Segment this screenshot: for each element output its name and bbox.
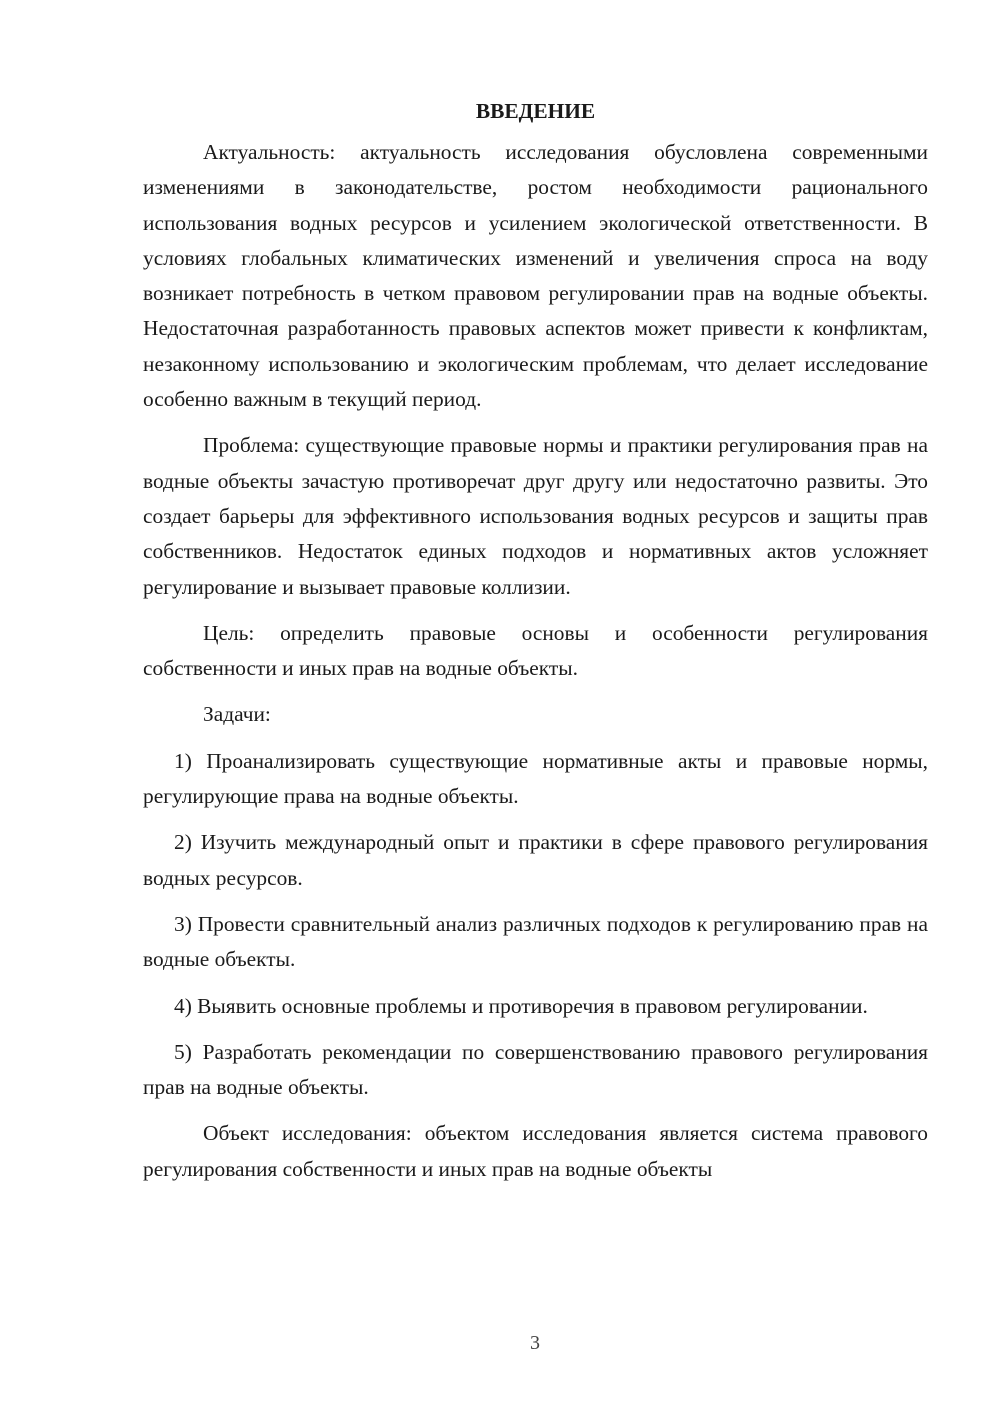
task-item: 2) Изучить международный опыт и практики в сфере правового регулирования водных ресурсов. [143,830,928,890]
page-number: 3 [530,1332,540,1354]
section-title: ВВЕДЕНИЕ [475,99,596,123]
task-item: 1) Проанализировать существующие нормативные акты и правовые нормы, регулирующие права на водные объекты. [143,748,928,809]
paragraph-relevance: Актуальность: актуальность исследования обусловлена современными изменениями в законодательстве, ростом необходимости рационального использования водных ресурсов и усилением экологической ответственности. В условиях глобальных климатических изменений и увеличения спроса на воду возникает потребность в четком правовом регулировании прав на водные объекты. Недостаточная разработанность правовых аспектов может привести к конфликтам, незаконному использованию и экологическим проблемам, что делает исследование особенно важным в текущий период. [143,140,928,412]
paragraph-problem: Проблема: существующие правовые нормы и практики регулирования прав на водные объекты зачастую противоречат друг другу или недостаточно развиты. Это создает барьеры для эффективного использования водных ресурсов и защиты прав собственников. Недостаток единых подходов и нормативных актов усложняет регулирование и вызывает правовые коллизии. [143,433,928,599]
paragraph-tasks-heading: Задачи: [203,702,271,727]
task-item: 5) Разработать рекомендации по совершенствованию правового регулирования прав на водные объекты. [143,1039,928,1100]
task-item: 4) Выявить основные проблемы и противоречия в правовом регулировании. [174,993,868,1018]
task-item: 3) Провести сравнительный анализ различных подходов к регулированию прав на водные объекты. [143,911,928,972]
document-page [143,94,928,1198]
paragraph-goal: Цель: определить правовые основы и особенности регулирования собственности и иных прав на водные объекты. [143,620,928,681]
paragraph-object: Объект исследования: объектом исследования является система правового регулирования собственности и иных прав на водные объекты [143,1121,928,1181]
